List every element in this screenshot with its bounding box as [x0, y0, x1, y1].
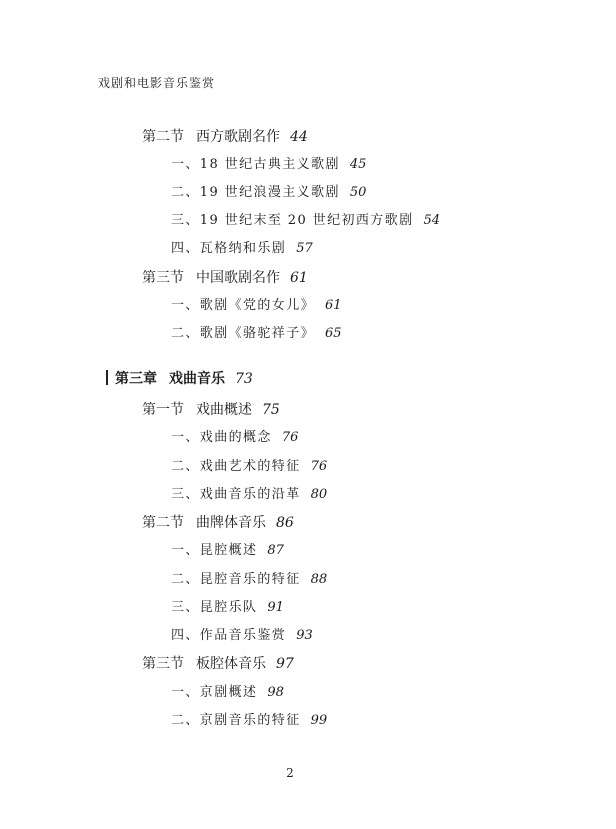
page-number: 65: [325, 326, 342, 341]
page-number: 99: [310, 713, 328, 728]
page-number: 88: [310, 572, 328, 587]
page-number: 76: [281, 430, 299, 445]
toc-chapter: [106, 370, 253, 388]
item-title: 一、戏曲的概念: [171, 430, 272, 445]
toc-item: [171, 542, 284, 560]
item-title: 三、19 世纪末至 20 世纪初西方歌剧: [171, 213, 414, 228]
chapter-title: 戏曲音乐: [169, 371, 225, 387]
section-label: 第二节: [142, 515, 184, 531]
section-title: 戏曲概述: [196, 402, 252, 418]
toc-item: [171, 712, 327, 730]
page-number: 97: [276, 656, 294, 672]
item-title: 二、京剧音乐的特征: [171, 713, 301, 728]
section-title: 曲牌体音乐: [196, 515, 266, 531]
section-label: 第三节: [142, 656, 184, 672]
section-title: 西方歌剧名作: [196, 129, 280, 145]
page-number: 50: [349, 185, 367, 200]
item-title: 三、戏曲音乐的沿革: [171, 487, 301, 502]
toc-item: [171, 684, 284, 702]
toc-item: [171, 571, 327, 589]
page-number: 61: [290, 270, 308, 286]
toc-item: [171, 486, 327, 504]
toc-item: [171, 184, 366, 202]
item-title: 一、昆腔概述: [171, 543, 258, 558]
item-title: 二、昆腔音乐的特征: [171, 572, 301, 587]
toc-section: [142, 401, 280, 419]
toc-item: [171, 297, 342, 315]
chapter-label: 第三章: [115, 371, 157, 387]
toc-item: [171, 458, 327, 476]
page-number: 61: [325, 298, 342, 313]
item-title: 一、歌剧《党的女儿》: [171, 298, 316, 313]
page-number: 80: [310, 487, 328, 502]
item-title: 四、作品音乐鉴赏: [171, 628, 287, 643]
item-title: 二、19 世纪浪漫主义歌剧: [171, 185, 340, 200]
page-number: 87: [267, 543, 284, 558]
toc-item: [171, 429, 298, 447]
section-label: 第三节: [142, 270, 184, 286]
section-title: 中国歌剧名作: [196, 270, 280, 286]
page-number: 76: [310, 459, 328, 474]
page-number: 86: [276, 515, 294, 531]
item-title: 二、戏曲艺术的特征: [171, 459, 301, 474]
page-number: 75: [262, 402, 280, 418]
page-number: 98: [267, 685, 284, 700]
toc-section: [142, 514, 294, 532]
toc-item: [171, 325, 342, 343]
page-number: 44: [290, 129, 308, 145]
page-number: 54: [423, 213, 441, 228]
page-number: 93: [296, 628, 313, 643]
item-title: 一、18 世纪古典主义歌剧: [171, 157, 340, 172]
toc-item: [171, 599, 284, 617]
chapter-marker: [106, 370, 108, 385]
page-footer-number: 2: [286, 766, 294, 780]
section-label: 第二节: [142, 129, 184, 145]
toc-section: [142, 655, 294, 673]
toc-item: [171, 212, 440, 230]
running-header: 戏剧和电影音乐鉴赏: [98, 76, 216, 90]
item-title: 四、瓦格纳和乐剧: [171, 241, 287, 256]
page-number: 73: [235, 371, 253, 387]
toc-item: [171, 156, 366, 174]
item-title: 二、歌剧《骆驼祥子》: [171, 326, 316, 341]
page-number: 45: [349, 157, 367, 172]
toc-item: [171, 240, 313, 258]
toc-section: [142, 269, 308, 287]
page-number: 91: [267, 600, 284, 615]
section-title: 板腔体音乐: [196, 656, 266, 672]
page-number: 57: [296, 241, 313, 256]
item-title: 一、京剧概述: [171, 685, 258, 700]
item-title: 三、昆腔乐队: [171, 600, 258, 615]
toc-item: [171, 627, 313, 645]
section-label: 第一节: [142, 402, 184, 418]
toc-section: [142, 128, 308, 146]
